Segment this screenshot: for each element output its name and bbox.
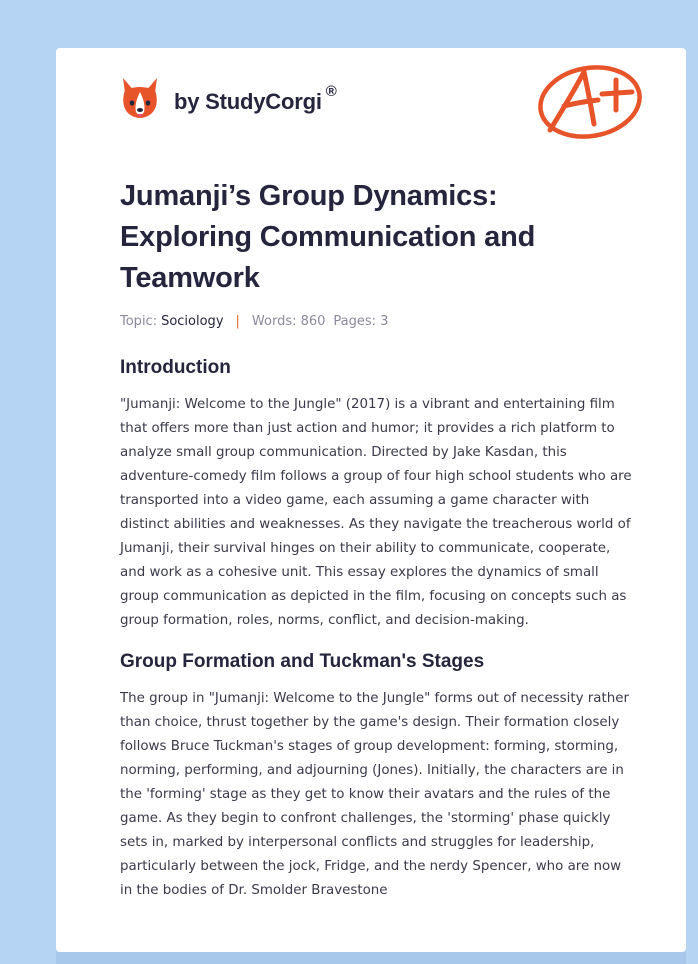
topic-link[interactable]: Sociology [161, 314, 224, 329]
registered-mark: ® [325, 83, 337, 100]
section-heading-group-formation: Group Formation and Tuckman's Stages [120, 651, 485, 672]
corgi-logo-icon[interactable] [120, 76, 160, 122]
meta-separator: | [235, 314, 240, 329]
brand-text[interactable]: by StudyCorgi [174, 89, 322, 114]
topic-label: Topic: [120, 314, 158, 329]
brand-name[interactable] [174, 83, 337, 115]
a-plus-grade-icon [536, 58, 648, 142]
article-content [120, 176, 632, 903]
page-count: Pages: 3 [333, 314, 389, 329]
page-title: Jumanji’s Group Dynamics: Exploring Communication and Teamwork [120, 180, 536, 294]
page-edge-shadow [56, 952, 686, 964]
word-count: Words: 860 [251, 314, 326, 329]
paragraph-group-formation: The group in "Jumanji: Welcome to the Jungle" forms out of necessity rather than choice, thrust together by the game's design. Their formation closely follows Bruce Tuckman's stages of group development: forming, storming, norming, performing, and adjourning (Jones). Initially, the characters are in the 'forming' stage as they get to know their avatars and the rules of the game. As they begin to confront challenges, the 'storming' phase quickly sets in, marked by interpersonal conflicts and struggles for leadership, particularly between the jock, Fridge, and the nerdy Spencer, who are now in the bodies of Dr. Smolder Bravestone [120, 691, 629, 898]
article-meta [120, 314, 632, 329]
section-heading-introduction: Introduction [120, 357, 231, 378]
document-page [56, 48, 686, 952]
paragraph-introduction: "Jumanji: Welcome to the Jungle" (2017) is a vibrant and entertaining film that offers more than just action and humor; it provides a rich platform to analyze small group communication. Directed by Jake Kasdan, this adventure-comedy film follows a group of four high school students who are transported into a video game, each assuming a game character with distinct abilities and weaknesses. As they navigate the treacherous world of Jumanji, their survival hinges on their ability to communicate, cooperate, and work as a cohesive unit. This essay explores the dynamics of small group communication as depicted in the film, focusing on concepts such as group formation, roles, norms, conflict, and decision-making. [120, 397, 632, 628]
site-header [120, 74, 337, 124]
